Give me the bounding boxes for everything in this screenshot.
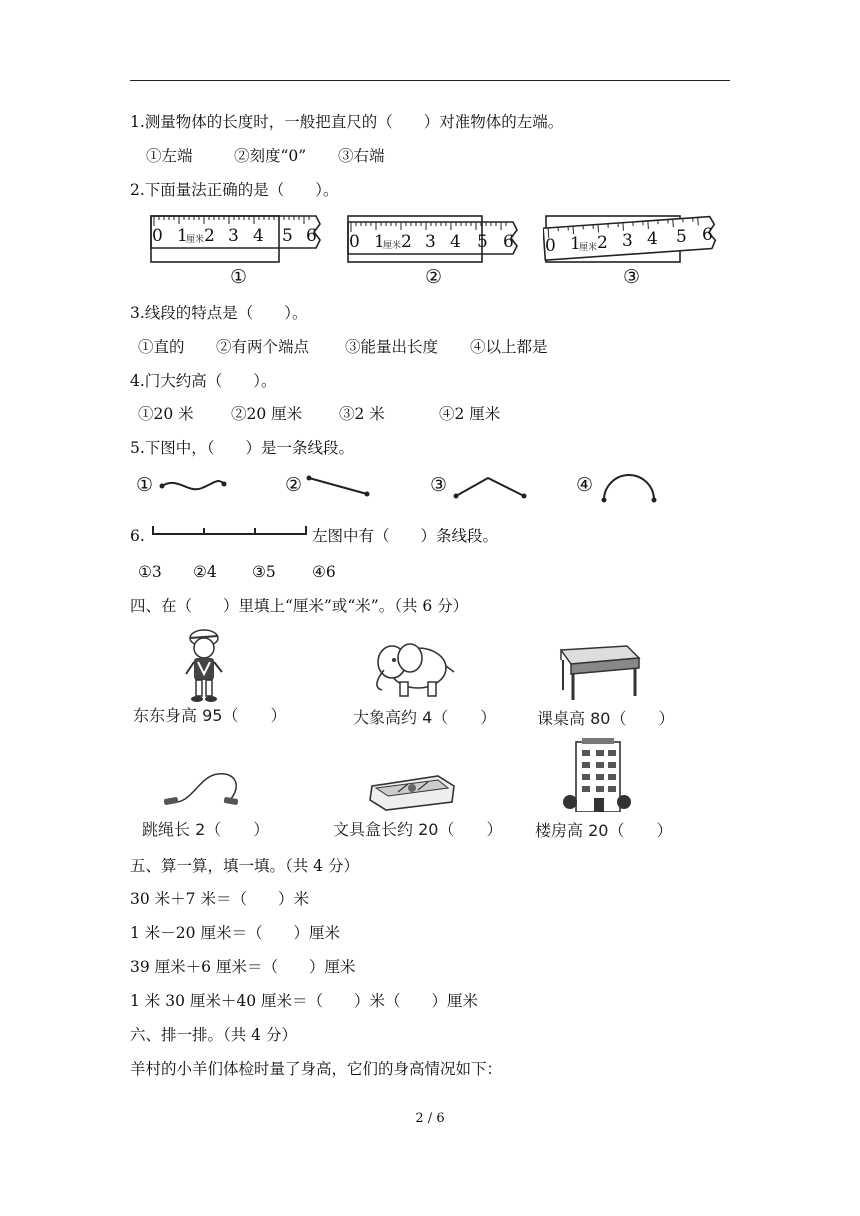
- ruler-2-label: ②: [425, 266, 443, 288]
- elephant-icon: [370, 636, 456, 702]
- ruler-3-tick-1: 1: [570, 234, 581, 254]
- caption-pencil-box: 文具盒长约 20（ ）: [333, 820, 503, 839]
- q4-option-3: ③2 米: [339, 405, 385, 423]
- ruler-2-tick-3: 3: [425, 232, 436, 252]
- ruler-1-tick-6: 6: [306, 226, 317, 246]
- ruler-1-label: ①: [230, 266, 248, 288]
- q4-text: 4.门大约高（ ）。: [130, 372, 277, 390]
- section5-title: 五、算一算，填一填。（共 4 分）: [130, 857, 359, 875]
- ruler-1-tick-5: 5: [282, 226, 293, 246]
- section6-text: 羊村的小羊们体检时量了身高，它们的身高情况如下：: [130, 1060, 503, 1078]
- caption-boy: 东东身高 95（ ）: [133, 706, 287, 725]
- caption-desk: 课桌高 80（ ）: [537, 709, 675, 728]
- q1-text: 1.测量物体的长度时，一般把直尺的（ ）对准物体的左端。: [130, 113, 564, 131]
- q6-text: 左图中有（ ）条线段。: [312, 527, 499, 545]
- header-rule: [130, 80, 730, 81]
- ruler-1-tick-3: 3: [228, 226, 239, 246]
- q2-text: 2.下面量法正确的是（ ）。: [130, 181, 339, 199]
- ruler-1-tick-1: 1: [177, 226, 188, 246]
- curve-figure-1: [158, 474, 228, 498]
- ruler-1-tick-0: 0: [152, 226, 163, 246]
- section5-item-2: 1 米－20 厘米＝（ ）厘米: [130, 924, 340, 942]
- q5-label-4: ④: [576, 474, 594, 496]
- ruler-1-tick-4: 4: [253, 226, 264, 246]
- q6-number: 6.: [130, 527, 145, 545]
- segment-line-figure: [150, 518, 310, 538]
- q5-label-3: ③: [430, 474, 448, 496]
- ruler-3-tick-0: 0: [545, 236, 556, 256]
- ruler-1-unit: 厘米: [186, 235, 205, 245]
- q3-option-2: ②有两个端点: [216, 338, 310, 356]
- ruler-3-label: ③: [623, 266, 641, 288]
- q6-option-2: ②4: [193, 563, 217, 581]
- q5-label-1: ①: [136, 474, 154, 496]
- ruler-2-tick-1: 1: [374, 232, 385, 252]
- ruler-2-unit: 厘米: [383, 241, 402, 251]
- building-icon: [562, 736, 632, 812]
- page-number: 2 / 6: [415, 1111, 445, 1126]
- section4-title: 四、在（ ）里填上“厘米”或“米”。（共 6 分）: [130, 597, 469, 615]
- desk-icon: [555, 640, 641, 702]
- ruler-figure-3: [543, 212, 723, 288]
- q6-option-4: ④6: [312, 563, 336, 581]
- ruler-3-tick-3: 3: [622, 231, 633, 251]
- caption-building: 楼房高 20（ ）: [535, 821, 673, 840]
- ruler-2-tick-0: 0: [349, 232, 360, 252]
- caption-elephant: 大象高约 4（ ）: [353, 708, 497, 727]
- ruler-3-tick-4: 4: [647, 229, 658, 249]
- section6-title: 六、排一排。（共 4 分）: [130, 1026, 297, 1044]
- q1-option-2: ②刻度“0”: [234, 147, 307, 165]
- q5-label-2: ②: [285, 474, 303, 496]
- section5-item-3: 39 厘米＋6 厘米＝（ ）厘米: [130, 958, 356, 976]
- ruler-2-tick-4: 4: [450, 232, 461, 252]
- jump-rope-icon: [162, 766, 244, 810]
- polyline-figure-3: [452, 474, 532, 500]
- section5-item-1: 30 米＋7 米＝（ ）米: [130, 890, 309, 908]
- ruler-figure-2: [345, 212, 525, 288]
- ruler-2-tick-5: 5: [477, 232, 488, 252]
- q5-text: 5.下图中，（ ）是一条线段。: [130, 439, 355, 457]
- ruler-3-tick-5: 5: [676, 227, 687, 247]
- ruler-3-tick-6: 6: [702, 225, 713, 245]
- arc-figure-4: [598, 468, 660, 504]
- q4-option-2: ②20 厘米: [231, 405, 303, 423]
- section5-item-4: 1 米 30 厘米＋40 厘米＝（ ）米（ ）厘米: [130, 992, 479, 1010]
- q6-option-1: ①3: [138, 563, 162, 581]
- ruler-2-tick-2: 2: [401, 232, 412, 252]
- q1-option-1: ①左端: [146, 147, 193, 165]
- q4-option-4: ④2 厘米: [439, 405, 501, 423]
- boy-icon: [180, 628, 230, 704]
- q3-text: 3.线段的特点是（ ）。: [130, 304, 308, 322]
- pencil-box-icon: [368, 772, 458, 812]
- q3-option-1: ①直的: [138, 338, 185, 356]
- ruler-3-tick-2: 2: [597, 233, 608, 253]
- q6-option-3: ③5: [252, 563, 276, 581]
- caption-jump-rope: 跳绳长 2（ ）: [142, 820, 270, 839]
- q4-option-1: ①20 米: [138, 405, 194, 423]
- ruler-figure-1: [148, 212, 328, 288]
- q3-option-3: ③能量出长度: [345, 338, 439, 356]
- q3-option-4: ④以上都是: [470, 338, 548, 356]
- segment-figure-2: [305, 474, 375, 498]
- ruler-3-unit: 厘米: [579, 243, 598, 253]
- q1-option-3: ③右端: [338, 147, 385, 165]
- ruler-1-tick-2: 2: [204, 226, 215, 246]
- ruler-2-tick-6: 6: [503, 232, 514, 252]
